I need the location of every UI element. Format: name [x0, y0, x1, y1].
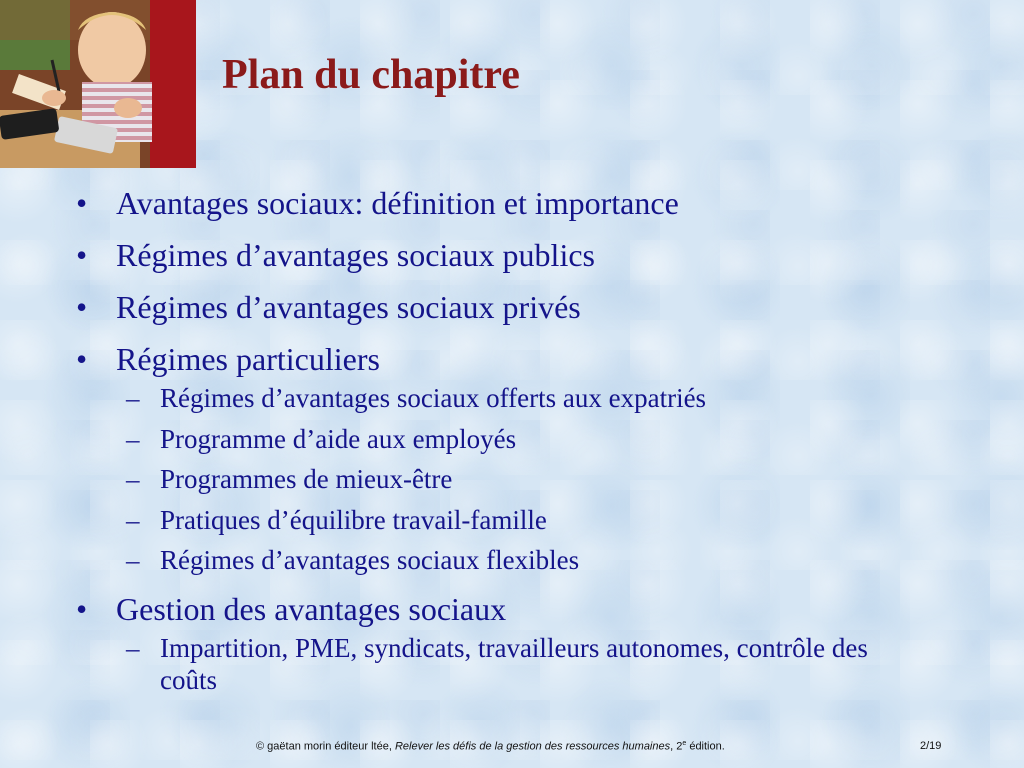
dash-marker: –: [126, 545, 140, 575]
dash-marker: –: [126, 633, 140, 663]
sub-item-text: Pratiques d’équilibre travail-famille: [160, 504, 547, 535]
edition-superscript: e: [682, 740, 687, 747]
dash-marker: –: [126, 423, 140, 454]
sub-item: [76, 423, 996, 455]
sub-item-text: Régimes d’avantages sociaux flexibles: [160, 545, 580, 575]
sub-item: [76, 382, 996, 414]
dash-marker: –: [126, 504, 140, 535]
bullet-marker: •: [76, 185, 88, 221]
sub-item-text: Programme d’aide aux employés: [160, 423, 517, 454]
dash-marker: –: [126, 383, 140, 413]
bullet-text: Régimes d’avantages sociaux publics: [116, 237, 595, 273]
bullet-item: [76, 340, 996, 378]
dash-marker: –: [126, 464, 140, 494]
slide-title: Plan du chapitre: [222, 52, 520, 98]
sub-item: [76, 463, 996, 495]
sub-item: [76, 544, 996, 576]
bullet-item: [76, 590, 996, 628]
bullet-marker: •: [76, 289, 88, 325]
page-number: 2/19: [920, 740, 942, 752]
edition-number: , 2: [670, 740, 683, 753]
bullet-text: Régimes particuliers: [116, 341, 380, 377]
copyright-notice: [256, 740, 725, 753]
sub-item-text: Programmes de mieux-être: [160, 464, 453, 494]
sub-item-text: Régimes d’avantages sociaux offerts aux expatriés: [160, 383, 707, 413]
bullet-marker: •: [76, 591, 88, 627]
outline-list: [76, 184, 996, 705]
sub-item: [76, 504, 996, 536]
copyright-prefix: © gaëtan morin éditeur ltée,: [256, 740, 395, 753]
book-title: Relever les défis de la gestion des ressources humaines: [394, 740, 671, 753]
bullet-text: Gestion des avantages sociaux: [116, 591, 507, 627]
family-finance-photo: [0, 0, 196, 168]
bullet-item: [76, 288, 996, 326]
bullet-marker: •: [76, 237, 88, 273]
bullet-marker: •: [76, 341, 88, 377]
bullet-text: Régimes d’avantages sociaux privés: [116, 289, 581, 325]
slide-footer: [0, 738, 1024, 756]
sub-item-text: Impartition, PME, syndicats, travailleurs autonomes, contrôle des coûts: [160, 633, 868, 695]
bullet-item: [76, 236, 996, 274]
bullet-text: Avantages sociaux: définition et importance: [116, 185, 679, 221]
sub-item: [76, 632, 916, 696]
edition-suffix: édition.: [686, 740, 725, 753]
bullet-item: [76, 184, 996, 222]
